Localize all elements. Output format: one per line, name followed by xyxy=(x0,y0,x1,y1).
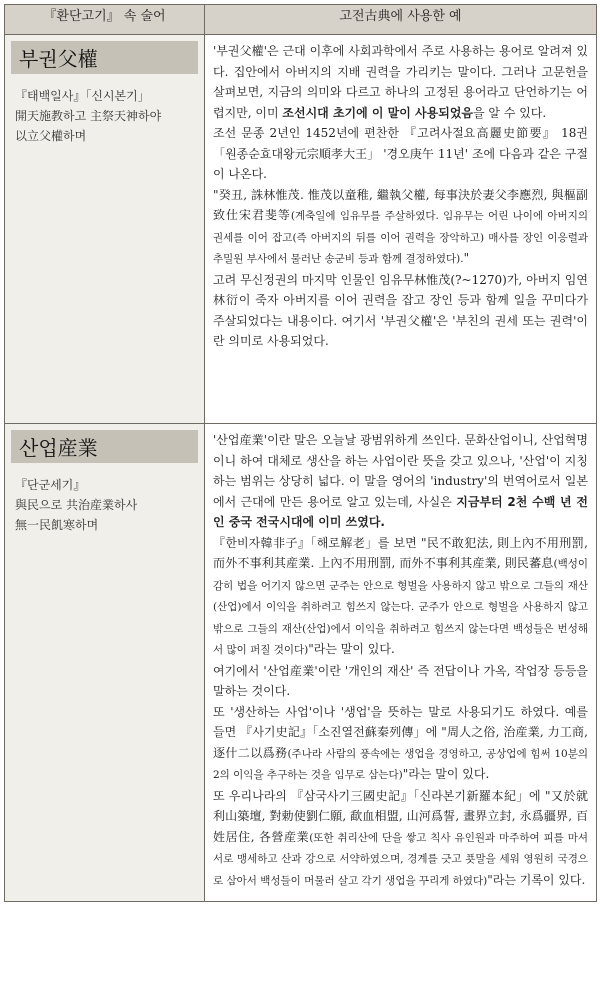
paragraph xyxy=(213,533,588,661)
paragraph-translation: (주나라 사람의 풍속에는 생업을 경영하고, 공상업에 힘써 10분의 2의 이익을 추구하는 것을 임무로 삼는다) xyxy=(213,747,588,781)
source-line: 『태백일사』「신시본기」 xyxy=(15,89,150,103)
paragraph xyxy=(213,185,588,270)
term-title: 부권父權 xyxy=(11,41,198,74)
paragraph-text: "라는 말이 있다. xyxy=(402,767,490,781)
paragraph-text: 또 '생산하는 사업'이나 '생업'을 뜻하는 말로 사용되기도 하였다. 예를 들면 『사기史記』「소진열전蘇秦列傳」에 "周人之俗, 治産業, 力工商, 逐什二以爲務 xyxy=(213,704,588,760)
paragraph-text: 을 알 수 있다. xyxy=(473,105,547,120)
paragraph-text: 『한비자韓非子』「해로解老」를 보면 "民不敢犯法, 則上內不用刑罰, 而外不事利其産業. 上內不用刑罰, 而外不事利其産業, 則民蕃息 xyxy=(213,535,588,570)
paragraph xyxy=(213,786,588,892)
paragraph-text: " xyxy=(463,251,470,265)
paragraph-translation: (계축일에 임유무를 주살하였다. 임유무는 어린 나이에 아버지의 권세를 이어 잡고(즉 아버지의 뒤를 이어 권력을 장악하고) 매사를 장인 이응렬과 추밀원 부사에서 물러난 송군비 등과 함께 결정하였다). xyxy=(213,210,588,265)
header-terms: 『환단고기』 속 술어 xyxy=(5,5,205,35)
term-title: 산업産業 xyxy=(11,430,198,463)
paragraph xyxy=(213,430,588,533)
paragraph-text: 또 우리나라의 『삼국사기三國史記』「신라본기新羅本紀」에 "又於就利山築壇, 對勅使劉仁願, 歃血相盟, 山河爲誓, 畫界立封, 永爲疆界, 百姓居住, 各營産業 xyxy=(213,788,588,844)
usage-body xyxy=(205,424,596,901)
source-quote xyxy=(5,463,204,535)
paragraph-text: "라는 기록이 있다. xyxy=(487,872,586,887)
source-line: 開天施教하고 主祭天神하야 xyxy=(15,109,162,123)
source-line: 以立父權하며 xyxy=(15,129,87,143)
paragraph xyxy=(213,123,588,185)
paragraph-text: '산업産業'이란 말은 오늘날 광범위하게 쓰인다. 문화산업이니, 산업혁명이니 하여 대체로 생산을 하는 사업이란 뜻을 갖고 있으나, '산업'이 지칭하는 범위는 상당히 넓다. 이 말을 영어의 'industry'의 번역어로서 일본에서 근대에 만든 용어로 알고 있는데, 사실은 xyxy=(213,433,588,509)
source-line: 與民으로 共治産業하사 xyxy=(15,498,138,512)
table-header-row xyxy=(5,5,597,35)
source-line: 『단군세기』 xyxy=(15,478,86,492)
source-line: 無一民飢寒하며 xyxy=(15,518,99,532)
paragraph-translation: (또한 취리산에 단을 쌓고 칙사 유인원과 마주하여 피를 마셔서로 맹세하고 산과 강으로 서약하였으며, 경계를 긋고 푯말을 세워 영원히 국경으로 삼아서 백성들이 머물러 살고 각기 생업을 꾸리게 하였다) xyxy=(213,831,588,887)
paragraph-translation: (백성이 감히 법을 어기지 않으면 군주는 안으로 형벌을 사용하지 않고 밖으로 그들의 재산(산업)에서 이익을 취하려고 힘쓰지 않는다. 군주가 안으로 형벌을 사용하지 않고 밖으로 그들의 재산(산업)에서 이익을 취하려고 힘쓰지 않는다면 백성들은 번성해서 많이 퍼질 것이다) xyxy=(213,558,588,656)
table-row xyxy=(5,424,597,902)
usage-cell xyxy=(205,424,597,902)
usage-cell xyxy=(205,35,597,424)
source-quote xyxy=(5,74,204,146)
terms-table xyxy=(4,4,597,902)
paragraph-text: "癸丑, 誅林惟茂. 惟茂以童稚, 繼執父權, 每事決於妻父李應烈, 與樞副致仕宋君斐等 xyxy=(213,187,588,222)
paragraph xyxy=(213,41,588,123)
paragraph-highlight: 지금부터 2천 수백 년 전인 중국 전국시대에 이미 쓰였다. xyxy=(213,494,588,529)
table-row xyxy=(5,35,597,424)
header-examples: 고전古典에 사용한 예 xyxy=(205,5,597,35)
usage-body xyxy=(205,35,596,362)
paragraph-text: 여기에서 '산업産業'이란 '개인의 재산' 즉 전답이나 가옥, 작업장 등등을 말하는 것이다. xyxy=(213,663,588,698)
paragraph xyxy=(213,270,588,352)
paragraph xyxy=(213,702,588,786)
paragraph-highlight: 조선시대 초기에 이 말이 사용되었음 xyxy=(282,105,473,120)
paragraph-text: '부권父權'은 근대 이후에 사회과학에서 주로 사용하는 용어로 알려져 있다. 집안에서 아버지의 지배 권력을 가리키는 말이다. 그러나 고문헌을 살펴보면, 지금의 의미와 다르고 하나의 고정된 용어라고 단언하기는 어렵지만, 이미 xyxy=(213,44,588,120)
paragraph xyxy=(213,661,588,702)
paragraph-text: 조선 문종 2년인 1452년에 편찬한 『고려사절요高麗史節要』 18권 「원종순효대왕元宗順孝大王」 '경오庚午 11년' 조에 다음과 같은 구절이 나온다. xyxy=(213,126,588,181)
term-cell xyxy=(5,35,205,424)
term-cell xyxy=(5,424,205,902)
paragraph-text: 고려 무신정권의 마지막 인물인 임유무林惟茂(?~1270)가, 아버지 임연林衍이 죽자 아버지를 이어 권력을 잡고 장인 등과 함께 일을 꾸미다가 주살되었다는 내용이다. 여기서 '부권父權'은 '부친의 권세 또는 권력'이란 의미로 사용되었다. xyxy=(213,272,588,348)
paragraph-text: "라는 말이 있다. xyxy=(308,642,395,656)
